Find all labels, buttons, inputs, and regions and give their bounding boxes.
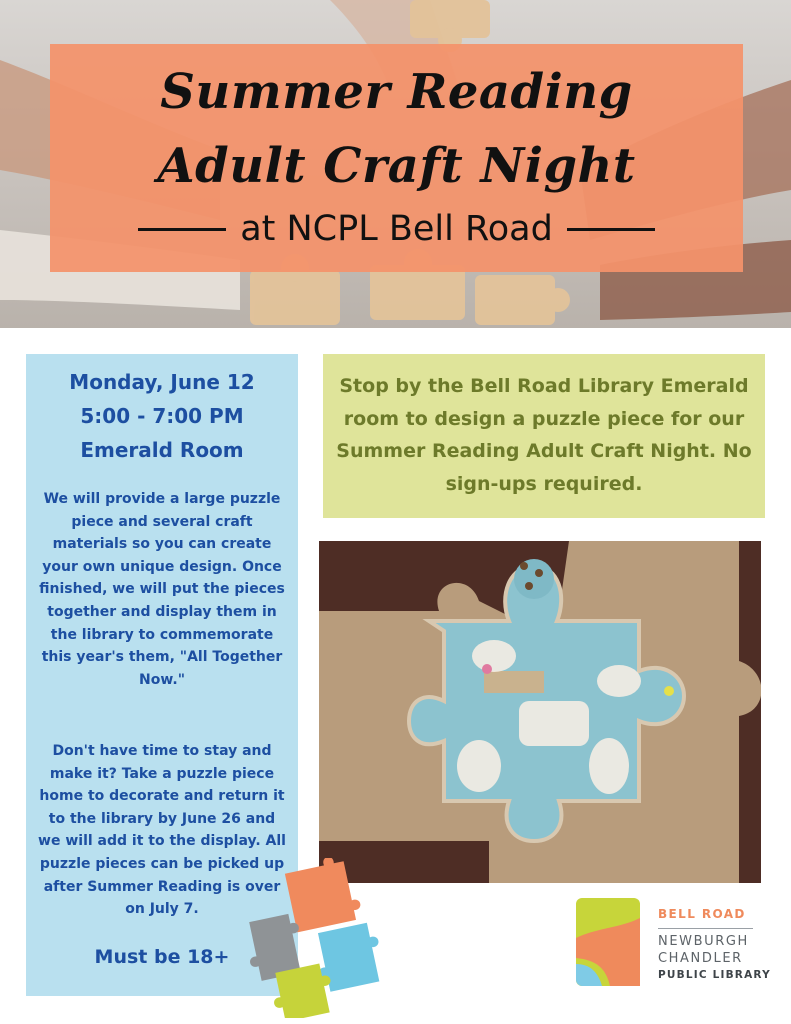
logo-line-1: NEWBURGH	[658, 934, 749, 949]
craft-photo	[319, 541, 761, 883]
hero-banner	[0, 0, 791, 328]
event-room: Emerald Room	[80, 438, 244, 462]
take-home-description: Don't have time to stay and make it? Take a puzzle piece home to decorate and return it to the library by June 26 and we will add it to the display. All puzzle pieces can be picked up after Summer Reading is over on July 7.	[38, 743, 286, 918]
title-box	[50, 44, 743, 272]
library-logo	[576, 898, 776, 998]
logo-line-2: CHANDLER	[658, 951, 743, 966]
colorful-puzzle-pieces-icon	[244, 858, 394, 1018]
promo-box	[323, 354, 765, 518]
logo-divider	[658, 928, 753, 929]
subtitle: at NCPL Bell Road	[240, 209, 553, 249]
title-line-2: Adult Craft Night	[157, 138, 636, 194]
event-description: We will provide a large puzzle piece and several craft materials so you can create your own unique design. Once finished, we will put the pieces together and display them in the library to commemorate this year's them, "All Together Now."	[39, 491, 285, 688]
promo-text: Stop by the Bell Road Library Emerald room to design a puzzle piece for our Summer Reading Adult Craft Night. No sign-ups required.	[336, 375, 752, 495]
logo-branch-name: BELL ROAD	[658, 907, 746, 921]
library-logo-mark	[576, 898, 640, 986]
event-date: Monday, June 12	[69, 370, 255, 394]
subtitle-rule-right	[567, 228, 655, 231]
title-line-1: Summer Reading	[160, 64, 633, 120]
event-time: 5:00 - 7:00 PM	[80, 404, 244, 428]
logo-line-3: PUBLIC LIBRARY	[658, 969, 771, 981]
age-requirement: Must be 18+	[94, 946, 230, 968]
subtitle-row	[50, 204, 743, 254]
puzzle-craft-image	[319, 541, 761, 883]
subtitle-rule-left	[138, 228, 226, 231]
